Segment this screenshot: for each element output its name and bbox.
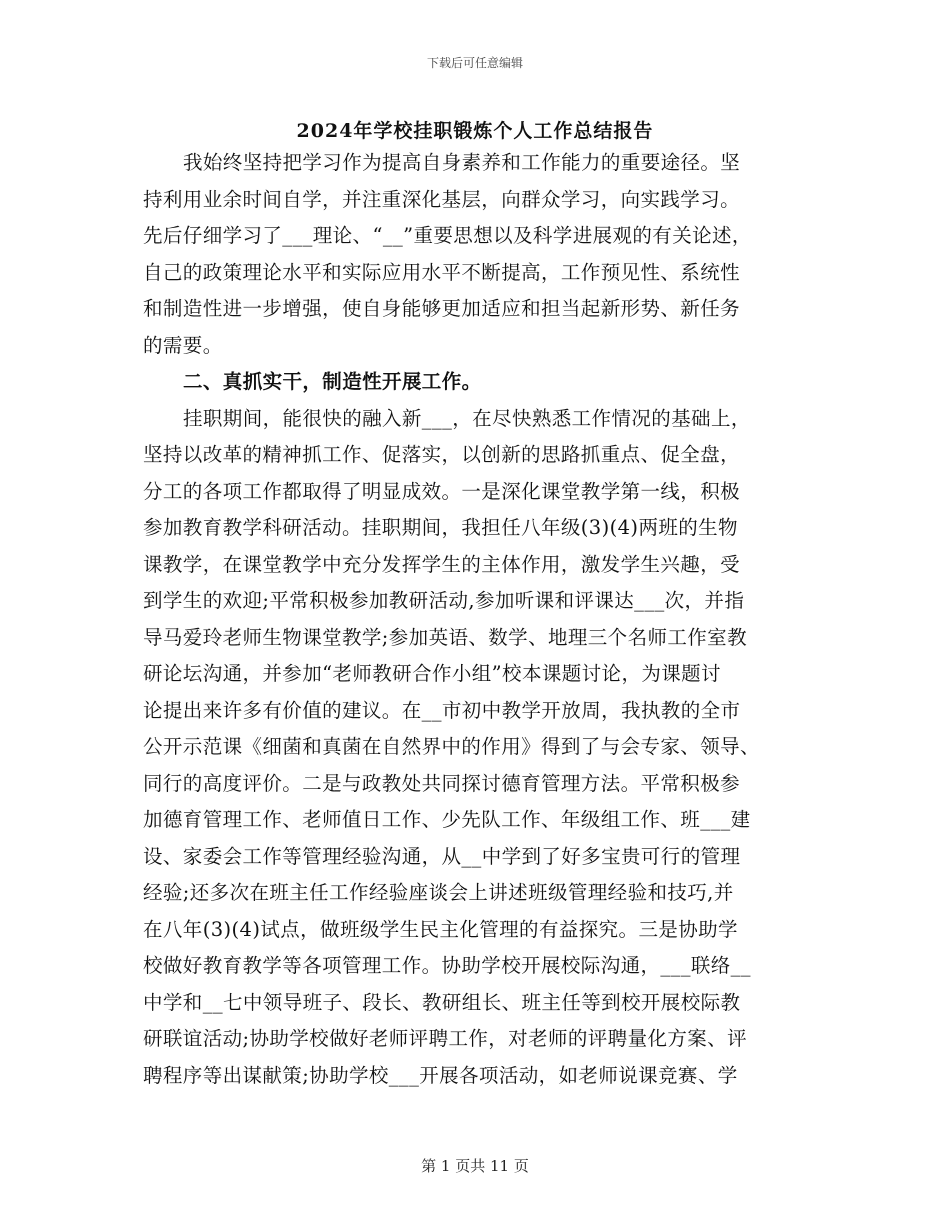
document-title: 2024年学校挂职锻炼个人工作总结报告 [296,120,654,142]
text-line: 同行的高度评价。二是与政教处共同探讨德育管理方法。平常积极参 [143,771,741,795]
section-heading [143,364,813,401]
text-line: 坚持以改革的精神抓工作、促落实，以创新的思路抓重点、促全盘， [143,443,741,466]
text-line: 论提出来许多有价值的建议。在__市初中教学开放周，我执教的全市 [143,698,741,722]
paragraph-2 [143,401,813,1095]
text-line: 持利用业余时间自学，并注重深化基层，向群众学习，向实践学习。 [143,187,741,211]
page-indicator: 第 1 页共 11 页 [421,1157,529,1175]
text-line: 经验;还多次在班主任工作经验座谈会上讲述班级管理经验和技巧,并 [143,881,734,904]
text-line: 在八年(3)(4)试点，做班级学生民主化管理的有益探究。三是协助学 [143,917,738,941]
text-line: 公开示范课《细菌和真菌在自然界中的作用》得到了与会专家、领导、 [143,735,760,758]
text-line: 参加教育教学科研活动。挂职期间，我担任八年级(3)(4)两班的生物 [143,516,738,539]
text-line: 研论坛沟通，并参加“老师教研合作小组”校本课题讨论，为课题讨 [143,662,721,685]
text-line: 加德育管理工作、老师值日工作、少先队工作、年级组工作、班___建 [143,808,751,831]
document-body [143,145,813,1094]
text-line: 先后仔细学习了___理论、“__”重要思想以及科学进展观的有关论述， [143,224,752,247]
text-line: 到学生的欢迎;平常积极参加教研活动,参加听课和评课达___次，并指 [143,589,745,612]
text-line: 我始终坚持把学习作为提高自身素养和工作能力的重要途径。坚 [183,151,741,174]
paragraph-1 [143,145,813,364]
text-line: 校做好教育教学等各项管理工作。协助学校开展校际沟通，___联络__ [143,954,751,977]
text-line: 分工的各项工作都取得了明显成效。一是深化课堂教学第一线，积极 [143,479,741,503]
text-line: 导马爱玲老师生物课堂教学;参加英语、数学、地理三个名师工作室教 [143,625,747,649]
text-line: 设、家委会工作等管理经验沟通，从__中学到了好多宝贵可行的管理 [143,844,741,868]
section-heading-text: 二、真抓实干，制造性开展工作。 [183,370,482,393]
text-line: 研联谊活动;协助学校做好老师评聘工作，对老师的评聘量化方案、评 [143,1027,747,1050]
download-note: 下载后可任意编辑 [426,56,523,70]
text-line: 中学和__七中领导班子、段长、教研组长、班主任等到校开展校际教 [143,990,741,1014]
text-line: 的需要。 [143,333,223,357]
text-line: 挂职期间，能很快的融入新___，在尽快熟悉工作情况的基础上， [183,406,751,430]
text-line: 课教学，在课堂教学中充分发挥学生的主体作用，激发学生兴趣，受 [143,552,741,576]
text-line: 自己的政策理论水平和实际应用水平不断提高，工作预见性、系统性 [143,260,741,284]
text-line: 聘程序等出谋献策;协助学校___开展各项活动，如老师说课竞赛、学 [143,1063,738,1087]
text-line: 和制造性进一步增强，使自身能够更加适应和担当起新形势、新任务 [143,297,741,320]
